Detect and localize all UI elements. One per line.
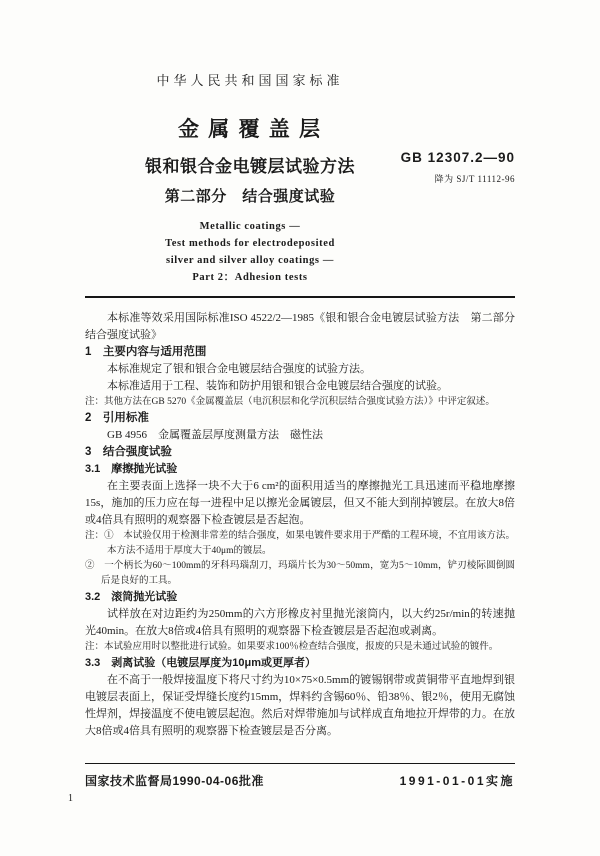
approval-text: 国家技术监督局1990-04-06批准 [85,774,264,788]
section-2-heading: 2 引用标准 [85,412,149,424]
section-3-1-paragraph: 在主要表面上选择一块不大于6 cm²的面积用适当的摩擦抛光工具迅速而平稳地摩擦15s，施加的压力应在每一进程中足以擦光金属镀层，但又不能大到削掉镀层。在放大8倍或4倍具有照明的观察器下检查镀层是否起泡。 [85,480,515,526]
document-body [85,310,526,740]
section-1-paragraph-1: 本标准规定了银和银合金电镀层结合强度的试验方法。 [107,363,371,375]
title-block [85,70,415,286]
section-3-2-paragraph: 试样放在对边距约为250mm的六方形橡皮衬里抛光滚筒内，以大约25r/min的转速抛光40min。在放大8倍或4倍具有照明的观察器下检查镀层是否起泡或剥离。 [85,608,515,637]
section-3-3-paragraph: 在不高于一般焊接温度下将尺寸约为10×75×0.5mm的镀锡钢带或黄铜带平直地焊到银电镀层表面上，保证受焊缝长度约15mm，焊料约含锡60％、铅38％、银2％，使用无腐蚀性焊剂，焊接温度不使电镀层起泡。然后对焊带施加与试样成直角地拉开焊带的力。在放大8倍或4倍具有照明的观察器下检查镀层是否分离。 [85,674,515,737]
section-3-1-note-1: 注：① 本试验仅用于检测非常差的结合强度，如果电镀件要求用于严酷的工程环境，不宜用该方法。本方法不适用于厚度大于40μm的镀层。 [85,531,515,556]
section-1-heading: 1 主要内容与适用范围 [85,346,207,358]
title-divider [85,296,515,298]
standard-number: GB 12307.2—90 [400,150,515,165]
superseded-note: 降为 SJ/T 11112-96 [434,174,515,184]
english-title-line-2: Test methods for electrodeposited [165,238,335,249]
title-line-1: 金 属 覆 盖 层 [178,117,322,141]
section-3-heading: 3 结合强度试验 [85,446,172,458]
english-title-line-3: silver and silver alloy coatings — [166,255,334,266]
page-number: 1 [68,793,73,804]
section-1-paragraph-2: 本标准适用于工程、装饰和防护用银和银合金电镀层结合强度的试验。 [107,380,448,392]
section-3-2-note: 注：本试验应用时以整批进行试验。如果要求100％检查结合强度，报废的只是未通过试验的镀件。 [85,642,499,652]
implementation-text: 1991-01-01实施 [399,774,515,788]
section-3-3-heading: 3.3 剥离试验（电镀层厚度为10μm或更厚者） [85,657,317,669]
section-2-reference: GB 4956 金属覆盖层厚度测量方法 磁性法 [107,429,324,441]
title-line-2: 银和银合金电镀层试验方法 [145,157,355,176]
english-title-line-1: Metallic coatings — [199,221,301,232]
standard-number-block [401,150,515,185]
section-1-note: 注：其他方法在GB 5270《金属覆盖层（电沉积层和化学沉积层结合强度试验方法）》中评定叙述。 [85,397,495,407]
footer-divider [85,763,515,764]
english-title-block [85,218,415,286]
section-3-2-heading: 3.2 滚筒抛光试验 [85,591,178,603]
section-3-1-heading: 3.1 摩擦抛光试验 [85,463,178,475]
intro-paragraph: 本标准等效采用国际标准ISO 4522/2—1985《银和银合金电镀层试验方法 第二部分 结合强度试验》 [85,312,526,341]
national-standard-header: 中华人民共和国国家标准 [156,73,344,88]
footer [85,772,515,789]
title-line-3: 第二部分 结合强度试验 [164,189,336,205]
section-3-1-note-2: ② 一个柄长为60～100mm的牙科玛瑙刮刀，玛瑙片长为30～50mm，宽为5～10mm，铲刃棱际圆倒圆后是良好的工具。 [85,561,515,586]
english-title-line-4: Part 2：Adhesion tests [192,272,308,283]
document-content [85,70,526,740]
